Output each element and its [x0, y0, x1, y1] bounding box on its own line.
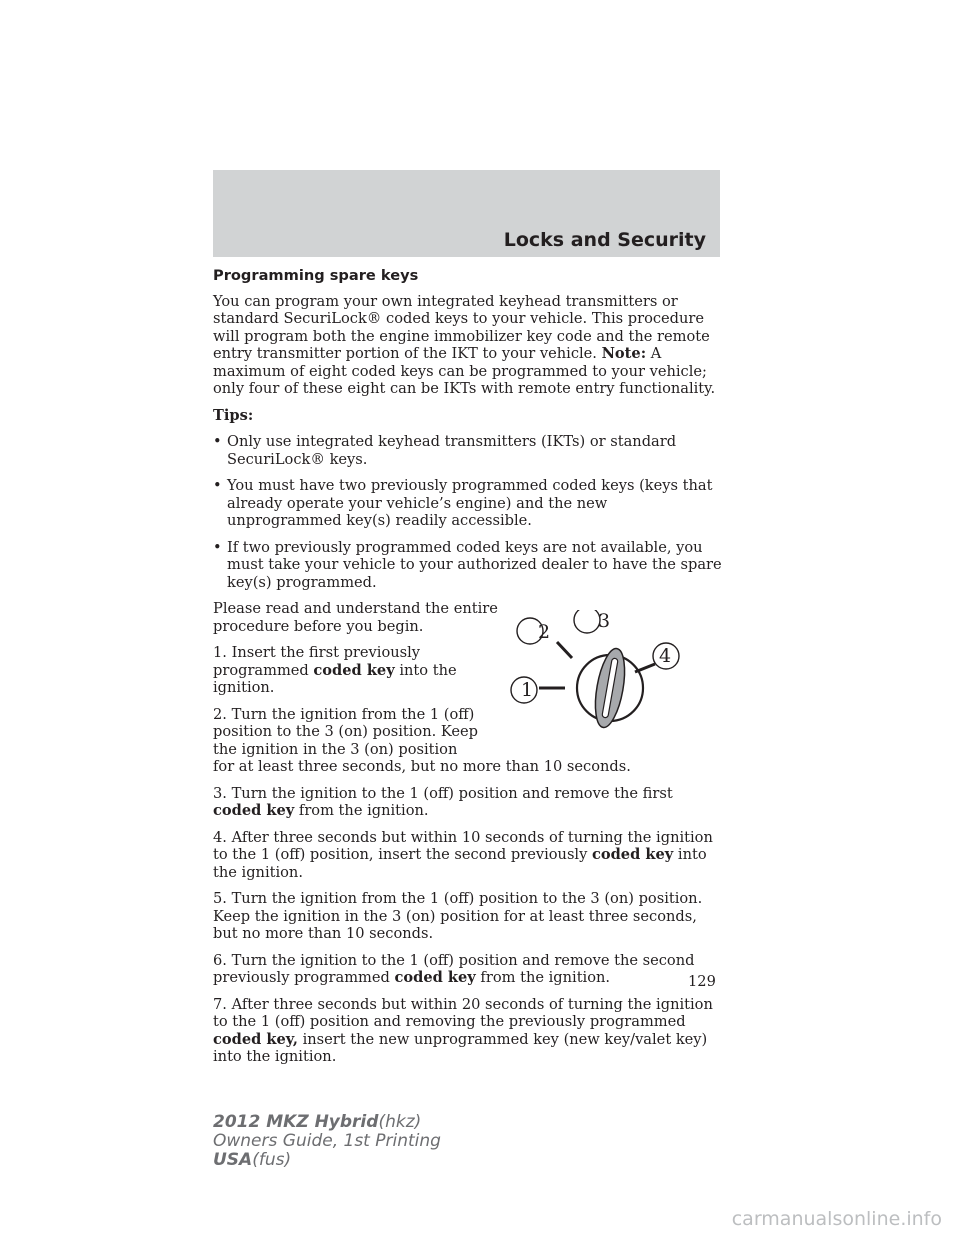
bullet-glyph: •	[213, 538, 222, 556]
step-4	[213, 829, 723, 882]
position-4-tick	[635, 664, 655, 672]
tip-text: You must have two previously programmed coded keys (keys that already operate your vehicle’s engine) and the new unprogrammed key(s) readily accessible.	[227, 477, 713, 529]
step-7-bold: coded key,	[213, 1030, 298, 1048]
list-item	[213, 539, 723, 592]
step-3-text-after: from the ignition.	[294, 802, 429, 819]
position-3-label-ring	[574, 610, 600, 633]
step-4-bold: coded key	[591, 846, 674, 863]
step-6-text-after: from the ignition.	[475, 969, 611, 986]
site-watermark: carmanualsonline.info	[731, 1208, 942, 1230]
tip-text: If two previously programmed coded keys are not available, you must take your vehicle to your authorized dealer to have the spare key(s) programmed.	[227, 538, 722, 591]
note-text: A maximum of eight coded keys can be programmed to your vehicle; only four of these eight can be IKTs with remote entry functionality.	[213, 345, 716, 397]
note-label: Note:	[601, 345, 647, 362]
step-3-bold: coded key	[213, 802, 295, 819]
footer-model-code: (hkz)	[378, 1112, 422, 1132]
bullet-glyph: •	[213, 477, 222, 494]
step-7-text: 7. After three seconds but within 20 seconds of turning the ignition to the 1 (off) position and removing the previously programmed	[213, 995, 713, 1030]
footer-market-code: (fus)	[252, 1150, 292, 1170]
footer-line-2: Owners Guide, 1st Printing	[213, 1131, 441, 1151]
step-4-text-after: into the ignition.	[213, 846, 707, 881]
step-4-text: 4. After three seconds but within 10 seconds of turning the ignition to the 1 (off) position, insert the second previously	[213, 828, 713, 863]
footer-model: 2012 MKZ Hybrid	[213, 1112, 379, 1132]
step-2-start: 2. Turn the ignition from the 1 (off) position to the 3 (on) position. Keep the ignition in the 3 (on) position	[213, 705, 479, 758]
page-heading: Programming spare keys	[213, 267, 419, 284]
step-2-end: for at least three seconds, but no more than 10 seconds.	[213, 758, 631, 775]
position-3-label: 3	[598, 610, 611, 632]
footer-market: USA	[213, 1150, 253, 1170]
position-4-label: 4	[659, 645, 672, 667]
step-5: 5. Turn the ignition from the 1 (off) position to the 3 (on) position. Keep the ignition in the 3 (on) position for at least three seconds, but no more than 10 seconds.	[213, 890, 703, 942]
tips-list	[213, 433, 723, 591]
page-content	[213, 267, 723, 1075]
intro-text: You can program your own integrated keyhead transmitters or standard SecuriLock® coded keys to your vehicle. This procedure will program both the engine immobilizer key code and the remote entry transmitter portion of the IKT to your vehicle.	[213, 292, 710, 362]
page-number: 129	[688, 973, 716, 990]
step-7	[213, 996, 723, 1066]
step-6-text: 6. Turn the ignition to the 1 (off) position and remove the second previously programmed	[213, 951, 695, 986]
step-1-text: 1. Insert the first previously programmed	[213, 644, 421, 679]
step-6	[213, 952, 723, 987]
figure-wrap-row	[213, 600, 723, 758]
section-header-band	[213, 170, 720, 257]
read-instruction: Please read and understand the entire procedure before you begin.	[213, 600, 498, 635]
list-item	[213, 433, 723, 468]
step-1-bold: coded key	[313, 661, 395, 679]
tips-label: Tips:	[213, 406, 254, 424]
footer-line-3	[213, 1151, 441, 1170]
footer-line-1	[213, 1113, 441, 1132]
step-7-text-after: insert the new unprogrammed key (new key/valet key) into the ignition.	[213, 1030, 708, 1065]
bullet-glyph: •	[213, 433, 222, 450]
step-6-bold: coded key	[394, 969, 476, 986]
step-3-text: 3. Turn the ignition to the 1 (off) position and remove the first	[213, 784, 673, 802]
tip-text: Only use integrated keyhead transmitters (IKTs) or standard SecuriLock® keys.	[227, 433, 677, 468]
section-title: Locks and Security	[503, 229, 706, 251]
print-footer	[213, 1113, 441, 1170]
step-3	[213, 785, 723, 820]
list-item	[213, 477, 723, 530]
ignition-positions-figure	[495, 610, 695, 740]
position-2-label: 2	[538, 621, 551, 643]
position-1-label: 1	[521, 679, 534, 701]
intro-paragraph	[213, 293, 723, 398]
step-1	[213, 644, 503, 697]
position-2-tick	[557, 642, 572, 658]
step-1-text-after: into the ignition.	[213, 661, 457, 696]
